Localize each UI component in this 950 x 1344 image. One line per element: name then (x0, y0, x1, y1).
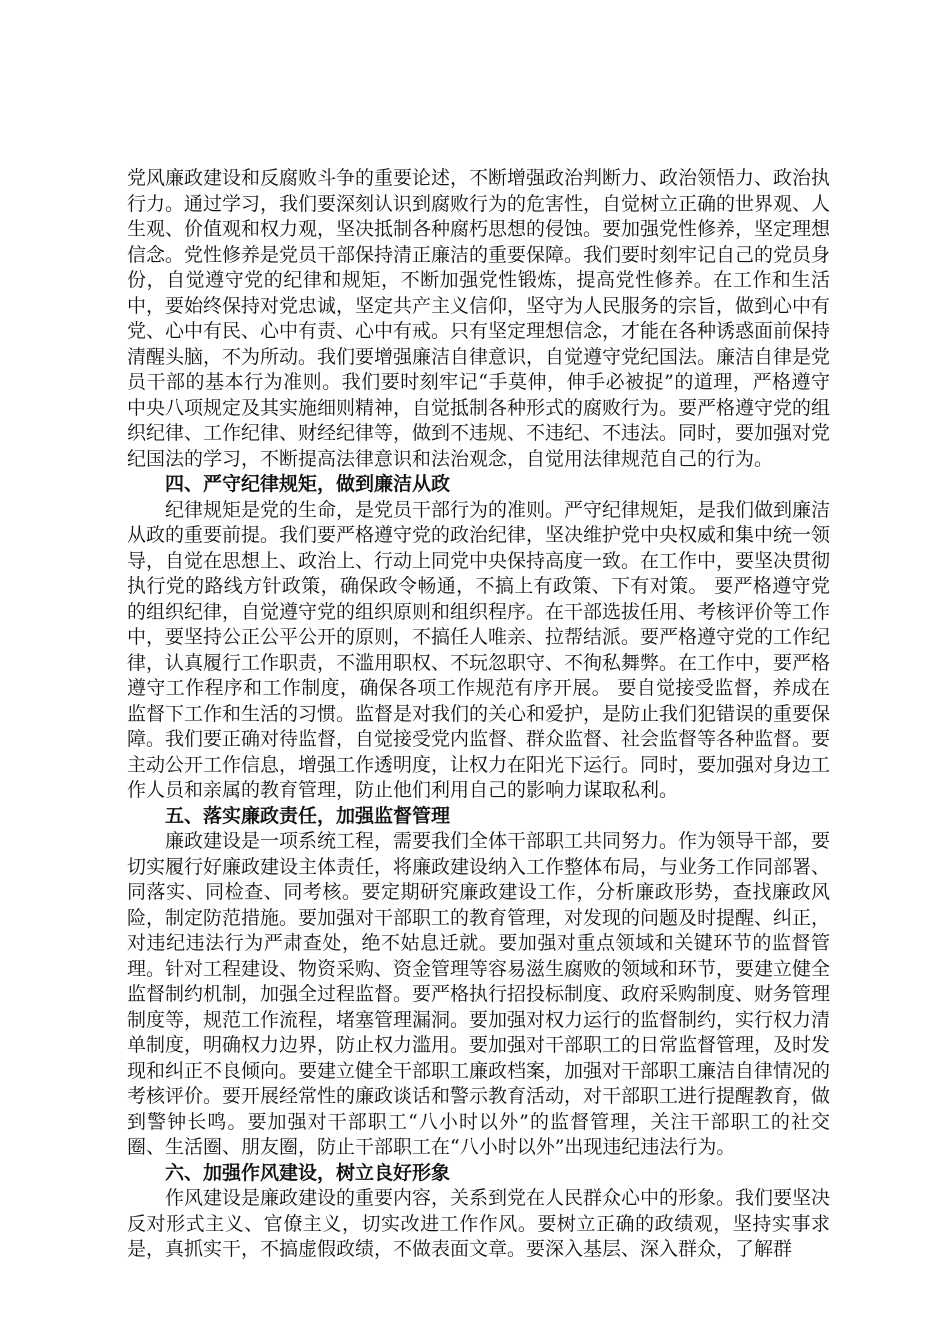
paragraph-section-5: 廉政建设是一项系统工程，需要我们全体干部职工共同努力。作为领导干部，要切实履行好廉政建设主体责任，将廉政建设纳入工作整体布局，与业务工作同部署、同落实、同检查、同考核。要定期研究廉政建设工作，分析廉政形势，查找廉政风险，制定防范措施。要加强对干部职工的教育管理，对发现的问题及时提醒、纠正，对违纪违法行为严肃查处，绝不姑息迁就。要加强对重点领域和关键环节的监督管理。针对工程建设、物资采购、资金管理等容易滋生腐败的领域和环节，要建立健全监督制约机制，加强全过程监督。要严格执行招投标制度、政府采购制度、财务管理制度等，规范工作流程，堵塞管理漏洞。要加强对权力运行的监督制约，实行权力清单制度，明确权力边界，防止权力滥用。要加强对干部职工的日常监督管理，及时发现和纠正不良倾向。要建立健全干部职工廉政档案，加强对干部职工廉洁自律情况的考核评价。要开展经常性的廉政谈话和警示教育活动，对干部职工进行提醒教育，做到警钟长鸣。要加强对干部职工“八小时以外”的监督管理，关注干部职工的社交圈、生活圈、朋友圈，防止干部职工在“八小时以外”出现违纪违法行为。 (127, 830, 831, 1158)
section-heading-5: 五、落实廉政责任，加强监督管理 (165, 804, 451, 827)
document-body (127, 166, 830, 1263)
paragraph-section-4: 纪律规矩是党的生命，是党员干部行为的准则。严守纪律规矩，是我们做到廉洁从政的重要前提。我们要严格遵守党的政治纪律，坚决维护党中央权威和集中统一领导，自觉在思想上、政治上、行动上同党中央保持高度一致。在工作中，要坚决贯彻执行党的路线方针政策，确保政令畅通，不搞上有政策、下有对策。 要严格遵守党的组织纪律，自觉遵守党的组织原则和组织程序。在干部选拔任用、考核评价等工作中，要坚持公正公平公开的原则，不搞任人唯亲、拉帮结派。要严格遵守党的工作纪律，认真履行工作职责，不滥用职权、不玩忽职守、不徇私舞弊。在工作中，要严格遵守工作程序和工作制度，确保各项工作规范有序开展。 要自觉接受监督，养成在监督下工作和生活的习惯。监督是对我们的关心和爱护，是防止我们犯错误的重要保障。我们要正确对待监督，自觉接受党内监督、群众监督、社会监督等各种监督。要主动公开工作信息，增强工作透明度，让权力在阳光下运行。同时，要加强对身边工作人员和亲属的教育管理，防止他们利用自己的影响力谋取私利。 (127, 498, 831, 801)
paragraph-intro: 党风廉政建设和反腐败斗争的重要论述，不断增强政治判断力、政治领悟力、政治执行力。通过学习，我们要深刻认识到腐败行为的危害性，自觉树立正确的世界观、人生观、价值观和权力观，坚决抵制各种腐朽思想的侵蚀。要加强党性修养，坚定理想信念。党性修养是党员干部保持清正廉洁的重要保障。我们要时刻牢记自己的党员身份，自觉遵守党的纪律和规矩，不断加强党性锻炼，提高党性修养。在工作和生活中，要始终保持对党忠诚，坚定共产主义信仰，坚守为人民服务的宗旨，做到心中有党、心中有民、心中有责、心中有戒。只有坚定理想信念，才能在各种诱惑面前保持清醒头脑，不为所动。我们要增强廉洁自律意识，自觉遵守党纪国法。廉洁自律是党员干部的基本行为准则。我们要时刻牢记“手莫伸，伸手必被捉”的道理，严格遵守中央八项规定及其实施细则精神，自觉抵制各种形式的腐败行为。要严格遵守党的组织纪律、工作纪律、财经纪律等，做到不违规、不违纪、不违法。同时，要加强对党纪国法的学习，不断提高法律意识和法治观念，自觉用法律规范自己的行为。 (127, 167, 831, 470)
paragraph-section-6: 作风建设是廉政建设的重要内容，关系到党在人民群众心中的形象。我们要坚决反对形式主义、官僚主义，切实改进工作作风。要树立正确的政绩观，坚持实事求是，真抓实干，不搞虚假政绩，不做表面文章。要深入基层、深入群众，了解群 (127, 1187, 831, 1260)
section-heading-6: 六、加强作风建设，树立良好形象 (165, 1161, 451, 1184)
section-heading-4: 四、严守纪律规矩，做到廉洁从政 (165, 473, 451, 495)
